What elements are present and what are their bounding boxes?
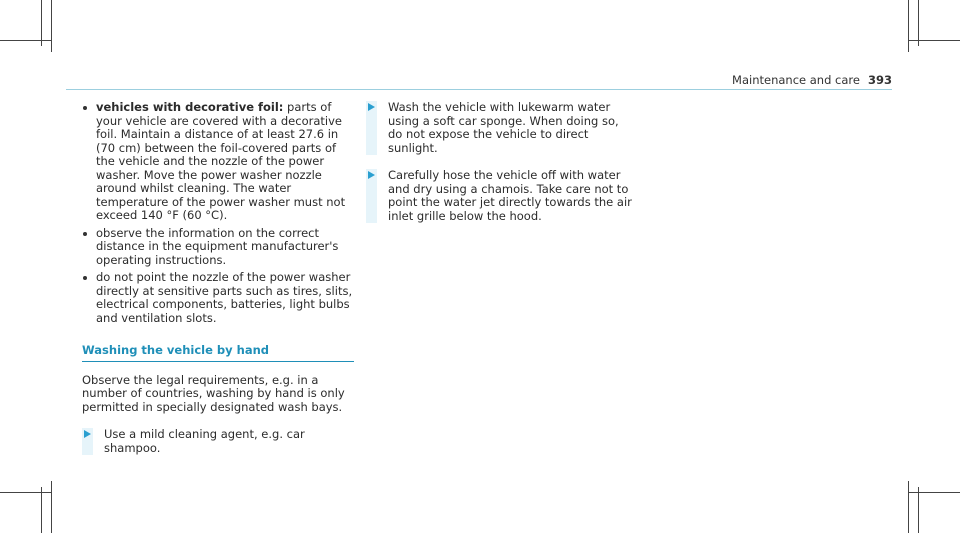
- step-text: Use a mild cleaning agent, e.g. car shampoo.: [104, 427, 305, 455]
- step-text: Carefully hose the vehicle off with water and dry using a chamois. Take care not to point the water jet directly towards the air inlet grille below the hood.: [388, 168, 632, 223]
- crop-mark: [51, 481, 52, 533]
- bullet-text: parts of your vehicle are covered with a decorative foil. Maintain a distance of at least 27.6 in (70 cm) between the foil-covered parts of the vehicle and the nozzle of the power washer. Move the power washer nozzle around whilst cleaning. The water temperature of the power washer must not exceed 140 °F (60 °C).: [96, 100, 346, 222]
- crop-mark: [908, 481, 909, 533]
- crop-mark: [41, 487, 42, 533]
- crop-mark: [908, 40, 960, 41]
- bullet-list: [82, 101, 354, 325]
- header-rule: [66, 89, 892, 90]
- crop-mark: [0, 492, 52, 493]
- bullet-text: do not point the nozzle of the power washer directly at sensitive parts such as tires, slits, electrical components, batteries, light bulbs and ventilation slots.: [96, 270, 353, 325]
- crop-mark: [908, 0, 909, 52]
- list-item: [82, 227, 354, 268]
- list-item: [82, 271, 354, 325]
- crop-mark: [908, 492, 960, 493]
- step-arrow-icon: [368, 103, 375, 111]
- step-text: Wash the vehicle with lukewarm water using a soft car sponge. When doing so, do not expose the vehicle to direct sunlight.: [388, 100, 619, 155]
- bullet-text: observe the information on the correct distance in the equipment manufacturer's operating instructions.: [96, 225, 339, 267]
- crop-mark: [0, 40, 52, 41]
- bullet-term: vehicles with decorative foil:: [96, 100, 284, 114]
- left-column: [82, 101, 354, 455]
- page-header: [732, 73, 892, 87]
- instruction-step: [366, 169, 636, 223]
- crop-mark: [918, 487, 919, 533]
- body-paragraph: Observe the legal requirements, e.g. in a number of countries, washing by hand is only permitted in specially designated wash bays.: [82, 372, 345, 414]
- step-arrow-icon: [84, 430, 91, 438]
- step-arrow-icon: [368, 171, 375, 179]
- crop-mark: [51, 0, 52, 52]
- list-item: [82, 101, 354, 223]
- section-heading: Washing the vehicle by hand: [82, 344, 354, 362]
- instruction-step: [366, 101, 636, 155]
- header-section-title: Maintenance and care: [732, 73, 860, 87]
- page-number: 393: [867, 73, 892, 87]
- instruction-step: [82, 428, 354, 455]
- right-column: [366, 101, 636, 223]
